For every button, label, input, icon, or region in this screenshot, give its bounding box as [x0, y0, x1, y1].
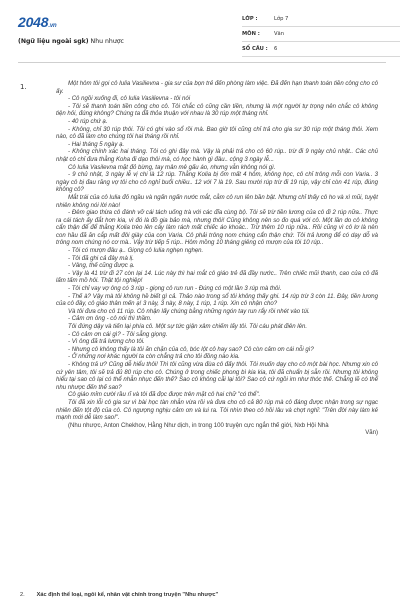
paragraph: Cô giáo mỉm cười rầu rĩ và tôi đã đọc được trên mặt cô hai chữ "có thể". [68, 392, 261, 399]
paragraph: - Đêm giao thừa cô đánh vỡ cái tách uống trà với các đĩa cùng bộ. Tôi sẽ trừ tiền lương của cô đi 2 rúp nữa.. Thực ra cái tách ấy đắt hơn kia, vì đó là đồ gia bảo mà, nhưng thôi! Cũng không nên so đo quá với cô. Một lần do cô không cẩn thận để để thằng Kolia trèo lên cây làm rách mất chiếc áo khoác.. Trừ thêm 10 rúp nữa.. Rồi cũng vì cô lơ là nên con hầu đã ăn cắp mất đôi giày của con Varia. Cô phải trông nom chúng cẩn thận chứ. Tôi trả lương để có dạy dỗ và trông nom chúng nó cơ mà.. Vậy trừ tiếp 5 rúp.. Hôm mồng 10 tháng giêng cô mượn của tôi 10 rúp.. [56, 210, 378, 247]
header [18, 12, 386, 60]
paragraph: - Vì ông đã trả lương cho tôi. [68, 339, 145, 346]
passage [56, 81, 378, 438]
paragraph: - Không trả ư? Cũng dễ hiểu thôi! Thì tôi cũng vừa đùa cô đấy thôi. Tôi muốn dạy cho cô một bài học. Nhưng xin cô cứ yên tâm, tôi sẽ trả đủ 80 rúp cho cô. Chúng ở trong chiếc phong bì kia kia, tôi đã chuẩn bị sẵn rồi. Nhưng tôi không hiểu tại sao cô lại có thể nhẫn nhục đến thế? Sao cô không cãi lại tôi? Sao cô cứ ngồi im như thóc thế. Chẳng lẽ có thể nhu nhược đến thế sao? [56, 361, 378, 391]
paragraph: - Cô cảm ơn cái gì? - Tôi sẵng giọng. [68, 331, 168, 338]
paragraph: Tôi đứng dậy và tiến lại phía cô. Một sự tức giận xâm chiếm lấy tôi. Tôi cáu phát điên lên. [68, 324, 308, 330]
paragraph: Và tôi đưa cho cô 11 rúp. Cô nhận lấy chúng bằng những ngón tay run rẩy rồi nhét vào túi. [68, 308, 310, 315]
paragraph: - Tôi chỉ vay vợ ông có 3 rúp - giọng cô run run - Đúng có một lần 3 rúp mà thôi. [68, 286, 282, 293]
paragraph: - Không chính xác hai tháng. Tôi có ghi đây mà. Vậy là phải trả cho cô 60 rúp.. trừ đi 9 ngày chủ nhật.. Các chủ nhật cô chỉ đưa thằng Koha đi dạo thôi mà, có học hành gì đâu.. cộng 3 ngày lễ... [56, 149, 378, 163]
meta-row-subject: MÔN : Văn [242, 27, 400, 42]
logo[interactable]: 2048.vn [18, 14, 57, 30]
source-citation: (Nhu nhược, Anton Chekhov, Hằng Như dịch, in trong 100 truyện cực ngắn thế giới, Nxb Hội Nhà [68, 422, 329, 429]
metadata-table [242, 12, 400, 57]
paragraph: - Hai tháng 5 ngày ạ. [68, 141, 125, 148]
paragraph: - Tôi sẽ thanh toán tiền công cho cô. Tôi chắc cô cũng cần tiền, nhưng là một người tự trọng nên chắc cô không tiện hỏi, đúng không? Chúng ta đã thỏa thuận với nhau là 30 rúp một tháng nhỉ. [56, 103, 378, 118]
paragraph: - Tôi đã ghi cả đây mà lị. [68, 255, 134, 262]
paragraph: - Cô ngồi xuống đi, cô Iulia Vasilievna - tôi nói [68, 96, 191, 103]
paragraph: - Tôi có mượn đâu ạ.. Giọng cô Iulia nghẹn nghẹn. [68, 248, 204, 255]
paragraph: - Thế à? Vậy mà tôi không hề biết gì cả. Thảo nào trong sổ tôi không thấy ghi. 14 rúp trừ 3 còn 11. Đây, tiền lương của cô đây, cô giáo thân mến ạ! 3 này, 3 này, 8 này, 1 rúp, 1 rúp. Xin cô nhận cho? [56, 293, 378, 308]
paragraph: - 9 chủ nhật, 3 ngày lễ vị chi là 12 rúp. Thằng Kolia bị ốm mất 4 hôm, không học, cô chỉ trông mỗi con Varia.. 3 ngày cô bị đau răng vợ tôi cho cô nghỉ buổi chiều.. 12 với 7 là 19. Sau mười rúp trừ đi 19 rúp, vậy chỉ còn 41 rúp, đúng không cô? [56, 172, 378, 194]
meta-row-question-count: SỐ CÂU : 6 [242, 42, 400, 57]
paragraph: Một hôm tôi gọi cô Iulia Vasilievna - gia sư của bọn trẻ đến phòng làm việc. Đã đến hạn thanh toán tiền công cho cô ấy. [56, 81, 378, 95]
next-question: 2. Xác định thể loại, ngôi kể, nhân vật chính trong truyện "Nhu nhược" [20, 592, 219, 598]
paragraph: Tôi đã xin lỗi cô gia sư vì bài học tàn nhẫn vừa rồi và đưa cho cô cả 80 rúp mà cô đáng được nhận trong sự ngạc nhiên đến tột độ của cô. Cô ngượng nghịu cảm ơn và lui ra. Tôi nhìn theo cô hồi lâu và chợt nghĩ: "Trên đời này làm kẻ mạnh mới dễ làm sao!". [56, 399, 378, 422]
paragraph: - Ở những nơi khác người ta còn chẳng trả cho tôi đồng nào kia. [68, 354, 240, 361]
paragraph: - Vậy là 41 trừ đi 27 còn lại 14. Lúc này thì hai mắt cô giáo trẻ đã đầy nước.. Trên chiếc mũi thanh, cao của cô đã lấm tấm mồ hôi. Thật tội nghiệp! [56, 270, 378, 285]
paragraph: - Vâng, thế cũng được ạ. [68, 263, 135, 270]
question-number: 1. [20, 83, 27, 91]
paragraph: - Cảm ơn ông - cô nói thì thầm. [68, 316, 152, 323]
paragraph: - Không, chỉ 30 rúp thôi. Tôi có ghi vào sổ rồi mà. Bao giờ tôi cũng chỉ trả cho gia sư 30 rúp một tháng thôi. Xem nào, cô đã làm cho chúng tôi hai tháng rồi nhỉ. [56, 126, 378, 141]
paragraph: Mắt trái của cô Iulia đỏ ngầu và ngấn ngấn nước mắt, cằm cô run lên bần bật. Nhưng chỉ thấy cô ho và xì mũi, tuyệt nhiên không nói lời nào! [56, 194, 378, 209]
source-citation-tail: Văn) [365, 430, 378, 437]
header-divider [18, 62, 386, 63]
paragraph: - 40 rúp chứ ạ. [68, 118, 108, 125]
document-title: (Ngữ liệu ngoài sgk) Nhu nhược [18, 38, 124, 45]
paragraph: - Nhưng cô không thấy là tôi ăn chặn của cô, bóc lột cô hay sao? Cô còn cảm ơn cái nỗi gì? [68, 346, 314, 353]
paragraph: Cô Iulia Vasilevna mặt đỏ bừng, tay mân mê gấu áo, nhưng vẫn không nói gì. [68, 164, 276, 171]
meta-row-class: LỚP : Lớp 7 [242, 12, 400, 27]
